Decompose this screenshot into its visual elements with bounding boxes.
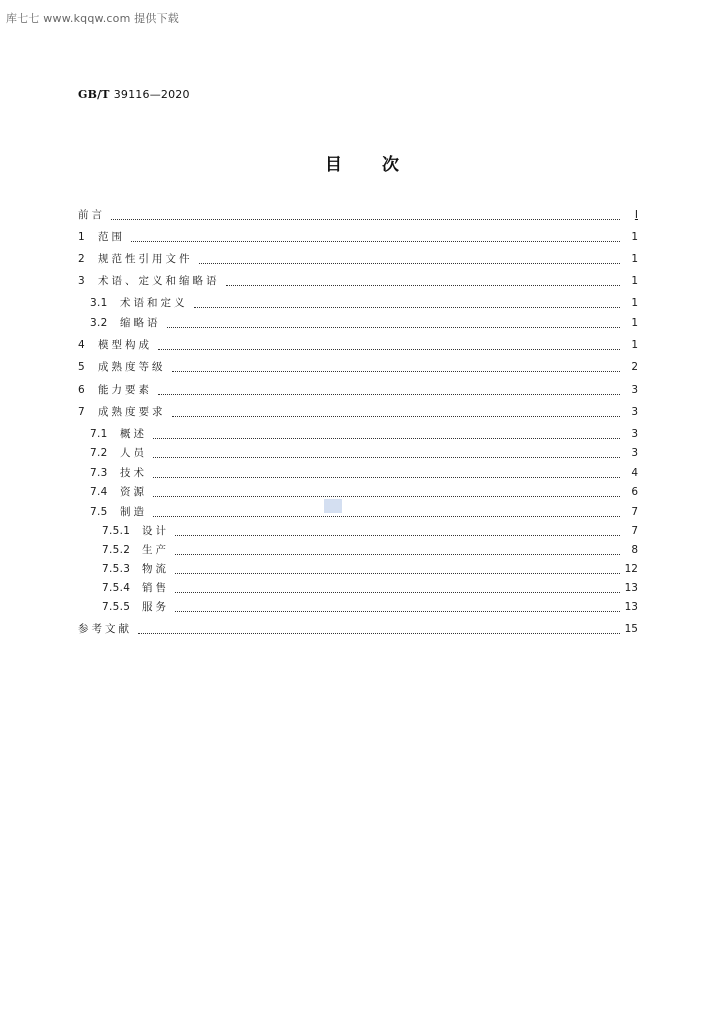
leader-dots <box>111 218 620 220</box>
toc-page: 3 <box>631 384 638 396</box>
toc-page: 2 <box>631 361 638 373</box>
leader-dots <box>158 393 620 395</box>
toc-label: 人员 <box>120 447 147 459</box>
leader-dots <box>175 553 620 555</box>
toc-entry-abbreviations[interactable] <box>78 314 638 333</box>
toc-number: 4 <box>78 339 85 351</box>
toc-label: 术语、定义和缩略语 <box>98 275 220 287</box>
toc-entry-terms-definitions[interactable] <box>78 294 638 313</box>
toc-label: 物流 <box>142 563 169 575</box>
toc-number: 1 <box>78 231 85 243</box>
leader-dots <box>172 415 621 417</box>
toc-entry-production[interactable] <box>78 541 638 560</box>
leader-dots <box>175 572 620 574</box>
toc-entry-overview[interactable] <box>78 425 638 444</box>
standard-prefix: GB/T <box>78 88 110 101</box>
toc-entry-personnel[interactable] <box>78 444 638 463</box>
leader-dots <box>167 326 621 328</box>
standard-code <box>78 88 190 101</box>
leader-dots <box>153 495 620 497</box>
toc-entry-foreword[interactable] <box>78 206 638 225</box>
toc-page: 3 <box>631 406 638 418</box>
leader-dots <box>153 476 620 478</box>
toc-page: 13 <box>624 601 638 613</box>
toc-entry-sales[interactable] <box>78 579 638 598</box>
toc-entry-maturity-requirements[interactable] <box>78 403 638 422</box>
toc-page: 3 <box>631 428 638 440</box>
toc-page: 1 <box>631 297 638 309</box>
toc-label: 服务 <box>142 601 169 613</box>
leader-dots <box>172 370 621 372</box>
toc-entry-scope[interactable] <box>78 228 638 247</box>
toc-label: 设计 <box>142 525 169 537</box>
toc-number: 7.4 <box>90 486 108 498</box>
toc-label: 能力要素 <box>98 384 152 396</box>
toc-entry-resources[interactable] <box>78 483 638 502</box>
toc-entry-terms[interactable] <box>78 272 638 291</box>
toc-page: 1 <box>631 275 638 287</box>
leader-dots <box>199 262 621 264</box>
toc-number: 3 <box>78 275 85 287</box>
leader-dots <box>158 348 620 350</box>
toc-page: 4 <box>631 467 638 479</box>
leader-dots <box>153 437 620 439</box>
title-char-1: 目 <box>325 155 342 175</box>
toc-label: 成熟度要求 <box>98 406 166 418</box>
toc-entry-capability-elements[interactable] <box>78 381 638 400</box>
toc-page: 7 <box>631 506 638 518</box>
toc-entry-technology[interactable] <box>78 464 638 483</box>
toc-page: 15 <box>624 623 638 635</box>
toc-label: 制造 <box>120 506 147 518</box>
toc-number: 3.2 <box>90 317 108 329</box>
toc-number: 7.5.3 <box>102 563 131 575</box>
toc-label: 术语和定义 <box>120 297 188 309</box>
leader-dots <box>138 632 620 634</box>
toc-entry-model-structure[interactable] <box>78 336 638 355</box>
toc-entry-service[interactable] <box>78 598 638 617</box>
toc-number: 6 <box>78 384 85 396</box>
toc-page: 6 <box>631 486 638 498</box>
toc-label: 生产 <box>142 544 169 556</box>
toc-label: 资源 <box>120 486 147 498</box>
toc-page: 8 <box>631 544 638 556</box>
leader-dots <box>131 240 620 242</box>
toc-number: 7.5.2 <box>102 544 131 556</box>
toc-label: 技术 <box>120 467 147 479</box>
toc-entry-design[interactable] <box>78 522 638 541</box>
standard-number: 39116—2020 <box>113 88 190 101</box>
toc-entry-bibliography[interactable] <box>78 620 638 639</box>
toc-entry-maturity-levels[interactable] <box>78 358 638 377</box>
toc-label: 概述 <box>120 428 147 440</box>
toc-number: 7.5.1 <box>102 525 131 537</box>
page-title <box>0 150 724 175</box>
toc-number: 3.1 <box>90 297 108 309</box>
toc-label: 规范性引用文件 <box>98 253 193 265</box>
leader-dots <box>194 306 621 308</box>
toc-label: 成熟度等级 <box>98 361 166 373</box>
toc-page: 7 <box>631 525 638 537</box>
toc-page: 1 <box>631 253 638 265</box>
toc-number: 7.5.4 <box>102 582 131 594</box>
toc-entry-normative-references[interactable] <box>78 250 638 269</box>
leader-dots <box>175 610 620 612</box>
toc-number: 7.5 <box>90 506 108 518</box>
toc-page: 1 <box>631 339 638 351</box>
toc-page: 13 <box>624 582 638 594</box>
title-char-2: 次 <box>382 155 399 175</box>
toc-label: 参考文献 <box>78 623 132 635</box>
toc-page: 3 <box>631 447 638 459</box>
toc-label: 范围 <box>98 231 125 243</box>
toc-entry-manufacturing[interactable] <box>78 503 638 522</box>
toc-label: 前言 <box>78 209 105 221</box>
watermark-text: 库七七 www.kqqw.com 提供下载 <box>6 12 179 25</box>
leader-dots <box>226 284 621 286</box>
toc-page: 1 <box>631 317 638 329</box>
leader-dots <box>153 456 620 458</box>
toc-page: 12 <box>624 563 638 575</box>
page-center-marker <box>324 499 342 513</box>
toc-number: 7.3 <box>90 467 108 479</box>
leader-dots <box>153 515 620 517</box>
leader-dots <box>175 534 620 536</box>
toc-label: 缩略语 <box>120 317 161 329</box>
toc-page: Ⅰ <box>634 209 638 221</box>
toc-label: 销售 <box>142 582 169 594</box>
toc-number: 7.1 <box>90 428 108 440</box>
toc-label: 模型构成 <box>98 339 152 351</box>
leader-dots <box>175 591 620 593</box>
toc-number: 7.5.5 <box>102 601 131 613</box>
toc-number: 7 <box>78 406 85 418</box>
toc-entry-logistics[interactable] <box>78 560 638 579</box>
toc-number: 2 <box>78 253 85 265</box>
toc-page: 1 <box>631 231 638 243</box>
toc-number: 7.2 <box>90 447 108 459</box>
toc-number: 5 <box>78 361 85 373</box>
